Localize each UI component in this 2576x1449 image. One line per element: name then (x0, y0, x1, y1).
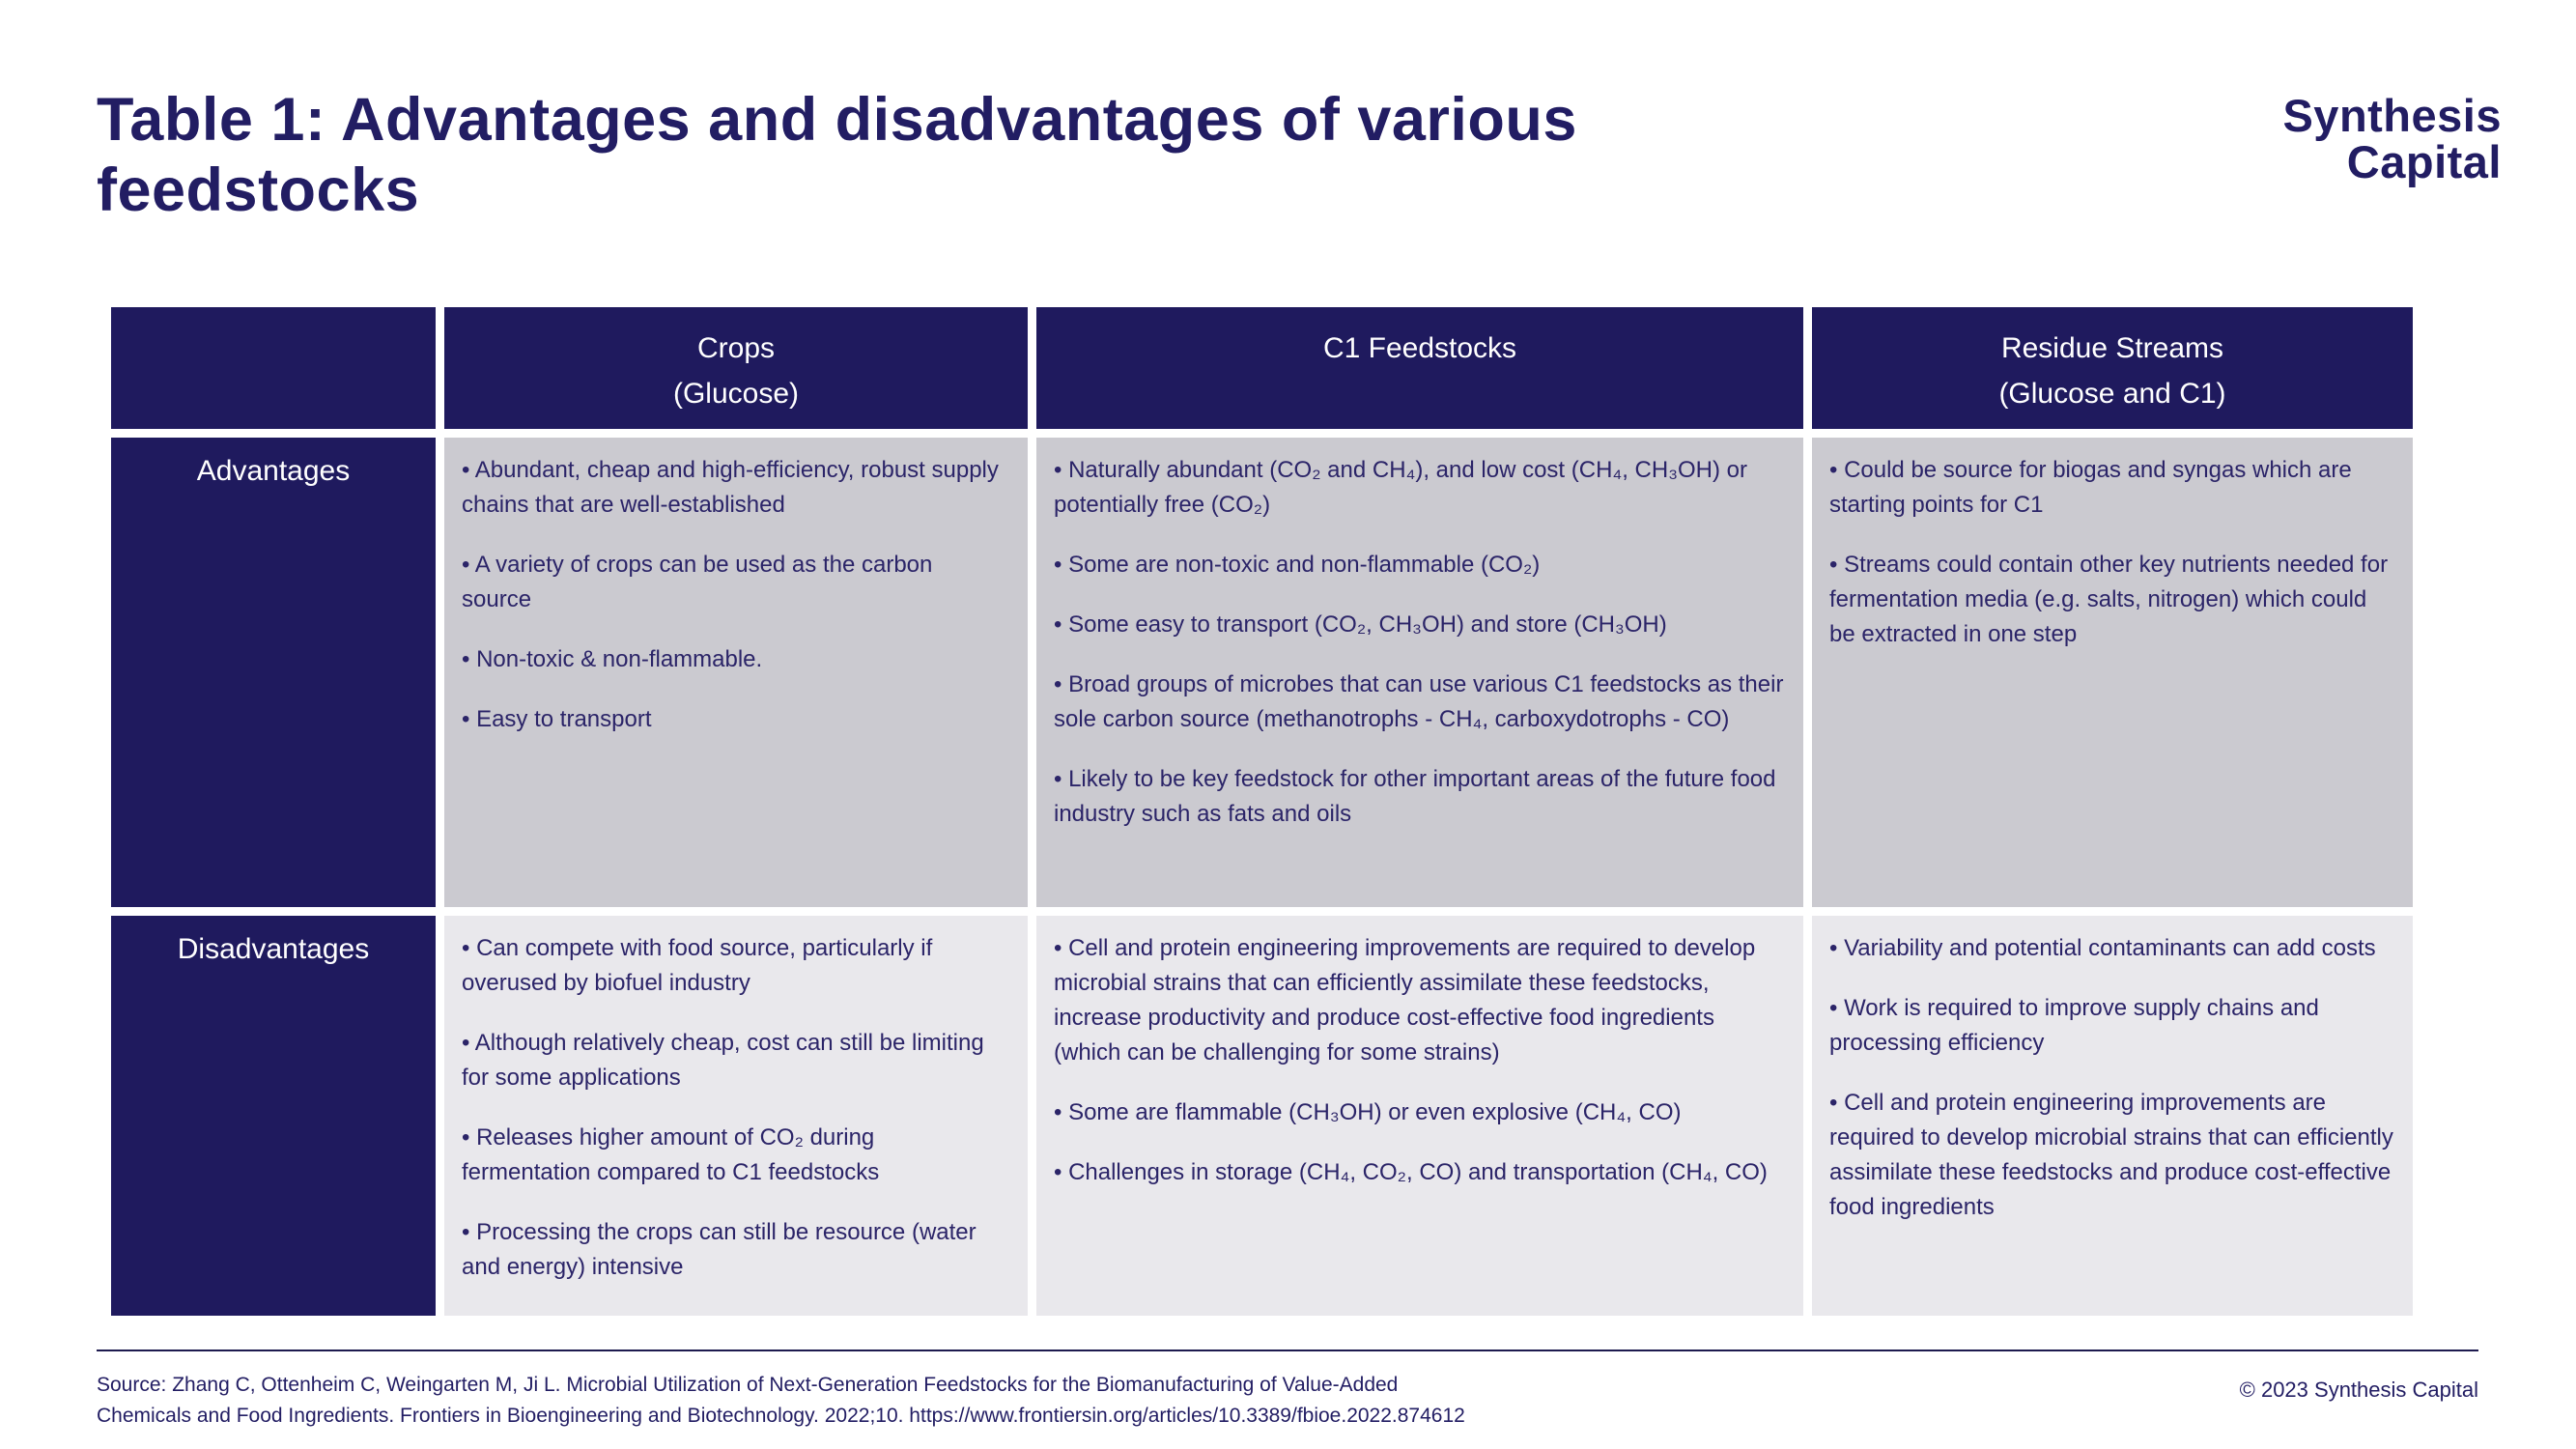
cell-advantages-crops (444, 438, 1028, 907)
bullet-item: • Streams could contain other key nutrients needed for fermentation media (e.g. salts, nitrogen) which could be extracted in one step (1829, 552, 2389, 647)
bullet-item: • Easy to transport (462, 706, 652, 732)
feedstocks-table (111, 307, 2413, 1316)
bullet-item: • Processing the crops can still be resource (water and energy) intensive (462, 1219, 977, 1280)
bullet-item: • Variability and potential contaminants can add costs (1829, 935, 2376, 961)
column-header-residue-streams (1812, 307, 2413, 429)
row-label-disadvantages: Disadvantages (111, 916, 436, 1316)
column-header-title: C1 Feedstocks (1322, 332, 1517, 364)
bullet-item: • Can compete with food source, particularly if overused by biofuel industry (462, 935, 933, 996)
bullet-item: • Abundant, cheap and high-efficiency, robust supply chains that are well-established (462, 457, 999, 518)
bullet-item: • Some are non-toxic and non-flammable (CO₂) (1054, 552, 1541, 578)
cell-disadvantages-crops (444, 916, 1028, 1316)
page-title: Table 1: Advantages and disadvantages of various feedstocks (97, 86, 1577, 225)
table-corner-cell (111, 307, 436, 429)
cell-disadvantages-residue (1812, 916, 2413, 1316)
column-header-crops (444, 307, 1028, 429)
bullet-item: • Likely to be key feedstock for other important areas of the future food industry such as fats and oils (1054, 766, 1776, 827)
cell-advantages-residue (1812, 438, 2413, 907)
bullet-item: • Some easy to transport (CO₂, CH₃OH) and store (CH₃OH) (1054, 611, 1667, 638)
bullet-item: • Could be source for biogas and syngas which are starting points for C1 (1829, 457, 2352, 518)
source-citation: Source: Zhang C, Ottenheim C, Weingarten M, Ji L. Microbial Utilization of Next-Generation Feedstocks for the Biomanufacturing of Value-Added Chemicals and Food Ingredients. Frontiers in Bioengineering and Biotechnology. 2022;10. https://www.frontiersin.org/articles/10.3389/fbioe.2022.874612 (97, 1374, 1465, 1427)
bullet-item: • Cell and protein engineering improvements are required to develop microbial strains that can efficiently assimilate these feedstocks and produce cost-effective food ingredients (1829, 1090, 2393, 1220)
column-header-title: Crops (696, 332, 776, 364)
column-header-subtitle: (Glucose and C1) (1998, 377, 2226, 410)
copyright-notice: © 2023 Synthesis Capital (2239, 1378, 2478, 1402)
footer-divider (97, 1350, 2478, 1351)
synthesis-capital-logo (2282, 90, 2502, 187)
logo-line-capital: Capital (2346, 135, 2502, 187)
bullet-item: • Releases higher amount of CO₂ during fermentation compared to C1 feedstocks (462, 1124, 880, 1185)
cell-advantages-c1 (1036, 438, 1803, 907)
bullet-item: • Challenges in storage (CH₄, CO₂, CO) and transportation (CH₄, CO) (1054, 1159, 1768, 1185)
column-header-subtitle: (Glucose) (672, 377, 800, 410)
bullet-item: • Non-toxic & non-flammable. (462, 646, 763, 672)
bullet-item: • A variety of crops can be used as the carbon source (462, 552, 933, 612)
bullet-item: • Broad groups of microbes that can use various C1 feedstocks as their sole carbon source (methanotrophs - CH₄, carboxydotrophs - CO) (1054, 671, 1784, 732)
bullet-item: • Naturally abundant (CO₂ and CH₄), and low cost (CH₄, CH₃OH) or potentially free (CO₂) (1054, 457, 1747, 518)
logo-line-synthesis: Synthesis (2282, 90, 2502, 141)
column-header-c1-feedstocks (1036, 307, 1803, 429)
column-header-title: Residue Streams (2000, 332, 2224, 364)
row-label-advantages: Advantages (111, 438, 436, 907)
bullet-item: • Work is required to improve supply chains and processing efficiency (1829, 995, 2319, 1056)
bullet-item: • Cell and protein engineering improvements are required to develop microbial strains that can efficiently assimilate these feedstocks, increase productivity and produce cost-effective food ingredients (which can be challenging for some strains) (1054, 935, 1756, 1065)
bullet-item: • Some are flammable (CH₃OH) or even explosive (CH₄, CO) (1054, 1099, 1682, 1125)
bullet-item: • Although relatively cheap, cost can still be limiting for some applications (462, 1030, 984, 1091)
cell-disadvantages-c1 (1036, 916, 1803, 1316)
